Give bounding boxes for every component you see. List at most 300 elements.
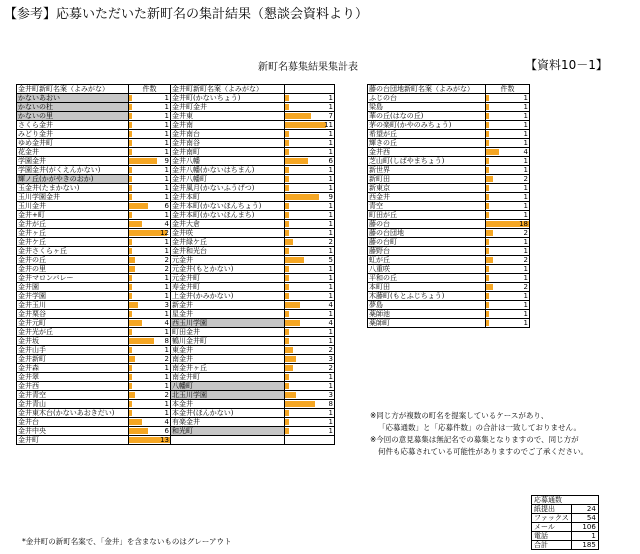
count-value: 1 [523,211,528,219]
table-row [368,175,530,184]
proposal-count [486,94,530,103]
table-row [368,220,530,229]
count-value: 1 [164,247,169,255]
count-bar [129,311,132,317]
count-bar [129,212,132,218]
count-bar [129,104,132,110]
table-row [17,247,335,256]
proposal-count [129,130,171,139]
proposal-count [129,382,171,391]
proposal-name: 金井さくらヶ丘 [17,247,129,256]
proposal-count [285,139,335,148]
table-row [17,391,335,400]
proposal-name: 玉金井(たまかない) [17,184,129,193]
count-value: 1 [328,247,333,255]
count-bar [129,113,132,119]
table-row [368,112,530,121]
proposal-name: 有楽金井 [171,418,285,427]
table-row [17,274,335,283]
count-value: 1 [328,265,333,273]
count-value: 1 [164,283,169,291]
count-bar [285,266,289,272]
count-bar [285,212,289,218]
table-row [17,283,335,292]
proposal-count [129,400,171,409]
count-bar [285,419,289,425]
count-value: 1 [523,310,528,318]
table-row [17,94,335,103]
proposal-name: 玉川学園金井 [17,193,129,202]
summary-label: ファックス [532,514,572,523]
proposal-count [486,193,530,202]
table-row [17,166,335,175]
table-row [368,157,530,166]
proposal-count [129,211,171,220]
proposal-name: 学園金井 [17,157,129,166]
proposal-count [129,148,171,157]
proposal-name: 金井の里 [17,265,129,274]
table-row [368,247,530,256]
count-value: 5 [328,256,333,264]
proposal-count [129,436,171,445]
count-value: 1 [164,211,169,219]
count-bar [486,248,489,254]
proposal-count [285,94,335,103]
count-value: 1 [328,175,333,183]
proposal-name: 東金井 [171,346,285,355]
proposal-count [129,229,171,238]
proposal-name: 金井本町 [171,193,285,202]
count-value: 1 [328,328,333,336]
notes [370,410,588,458]
table-row [368,202,530,211]
count-value: 1 [164,130,169,138]
table-row [368,121,530,130]
proposal-count [285,292,335,301]
proposal-name: 金井風月(かないふうげつ) [171,184,285,193]
count-bar [285,221,289,227]
proposal-name: 華の丘(はなの丘) [368,112,486,121]
proposal-count [486,265,530,274]
count-bar [129,329,132,335]
header-name-right: 藤の台団地新町名案（よみがな） [368,85,486,94]
count-value: 1 [328,373,333,381]
table-row [17,373,335,382]
header-count: 件数 [129,85,171,94]
count-value: 1 [328,382,333,390]
table-row [17,319,335,328]
proposal-name: 藤の台団地 [368,229,486,238]
proposal-count [486,310,530,319]
proposal-count [129,283,171,292]
proposal-name: 青空 [368,202,486,211]
note-line: 「応募通数」と「応募件数」の合計は一致しておりません。 [378,423,581,432]
count-bar [285,122,326,128]
proposal-count [129,328,171,337]
proposal-name: 学園金井(がくえんかない) [17,166,129,175]
count-value: 1 [164,364,169,372]
proposal-count [486,274,530,283]
count-value: 1 [164,139,169,147]
proposal-count [285,184,335,193]
count-bar [486,149,499,155]
count-value: 1 [523,112,528,120]
count-bar [285,293,289,299]
count-value: 1 [328,283,333,291]
proposal-count [129,373,171,382]
proposal-count [285,166,335,175]
table-row [17,355,335,364]
proposal-name: かないあおい [17,94,129,103]
proposal-count [285,382,335,391]
table-row [17,436,335,445]
count-bar [486,95,489,101]
count-bar [486,194,489,200]
count-value: 1 [328,274,333,282]
count-value: 1 [328,148,333,156]
proposal-name: 新東京 [368,184,486,193]
count-value: 1 [523,139,528,147]
table-row [368,301,530,310]
proposal-count [285,418,335,427]
count-value: 1 [328,220,333,228]
count-value: 6 [164,427,169,435]
count-bar [129,356,135,362]
proposal-name: 金井が丘 [17,220,129,229]
table-row [17,256,335,265]
summary-value: 54 [571,514,598,523]
proposal-count [285,337,335,346]
count-bar [486,239,489,245]
count-value: 1 [164,166,169,174]
proposal-name: みどり金井 [17,130,129,139]
count-bar [129,239,132,245]
count-bar [285,356,296,362]
proposal-count [285,175,335,184]
proposal-count [285,373,335,382]
proposal-count [486,139,530,148]
count-value: 2 [328,346,333,354]
table-row [17,103,335,112]
count-value: 1 [164,175,169,183]
count-bar [486,212,489,218]
count-bar [129,266,135,272]
proposal-name: 花金井 [17,148,129,157]
count-value: 12 [160,229,169,237]
count-bar [285,329,289,335]
count-bar [285,365,293,371]
count-value: 1 [164,409,169,417]
count-bar [285,392,296,398]
count-value: 6 [164,202,169,210]
proposal-name: 寿金井町 [171,283,285,292]
count-bar [486,104,489,110]
proposal-count [486,112,530,121]
proposal-count [486,211,530,220]
proposal-name: 金井本町(かないほんちょう) [171,202,285,211]
count-bar [486,320,489,326]
count-bar [129,320,142,326]
proposal-count [129,202,171,211]
count-bar [486,131,489,137]
proposal-name: 金井本町(かないほんまち) [171,211,285,220]
table-row [368,319,530,328]
proposal-name: 希望が丘 [368,130,486,139]
count-value: 1 [164,94,169,102]
proposal-name: かないの里 [17,112,129,121]
count-value: 1 [523,193,528,201]
proposal-name: 元金井(もとかない) [171,265,285,274]
proposal-count [129,364,171,373]
proposal-name: 玉川金井 [17,202,129,211]
count-bar [129,149,132,155]
proposal-name: 藤野台 [368,247,486,256]
proposal-count [285,256,335,265]
proposal-count [285,346,335,355]
count-bar [285,284,289,290]
proposal-name: 藤の台町 [368,238,486,247]
header-count-right: 件数 [486,85,530,94]
count-bar [129,131,132,137]
proposal-count [285,112,335,121]
count-value: 1 [523,184,528,192]
count-bar [285,230,289,236]
count-value: 9 [164,157,169,165]
proposal-name: 金井森 [17,364,129,373]
proposal-name: 夢島 [368,301,486,310]
count-value: 1 [523,130,528,138]
count-bar [129,428,148,434]
count-value: 1 [523,238,528,246]
empty-cell [171,436,285,445]
count-bar [129,140,132,146]
count-bar [129,248,132,254]
proposal-name: 輝きの丘 [368,139,486,148]
table-row [17,175,335,184]
proposal-name: 金井南町 [171,148,285,157]
proposal-count [486,148,530,157]
count-value: 1 [328,184,333,192]
count-value: 1 [164,310,169,318]
proposal-count [129,427,171,436]
proposal-count [129,418,171,427]
proposal-name: 金井の丘 [17,256,129,265]
proposal-count [285,364,335,373]
count-value: 2 [523,283,528,291]
count-bar [129,158,157,164]
proposal-name: 金井緑ケ丘 [171,238,285,247]
table-row [368,139,530,148]
summary-label: メール [532,523,572,532]
proposal-name: 新金井 [171,301,285,310]
proposal-name: 金井新町 [17,355,129,364]
summary-value: 24 [571,505,598,514]
count-bar [129,410,132,416]
proposal-count [129,319,171,328]
proposal-count [129,184,171,193]
count-value: 8 [164,337,169,345]
proposal-count [285,130,335,139]
count-value: 1 [328,229,333,237]
count-bar [486,302,489,308]
proposal-count [486,130,530,139]
proposal-count [285,229,335,238]
table-row [17,211,335,220]
proposal-name: 本町田 [368,283,486,292]
table-row [368,211,530,220]
proposal-count [129,256,171,265]
count-bar [285,302,300,308]
count-value: 4 [164,418,169,426]
proposal-count [285,211,335,220]
proposal-count [486,166,530,175]
proposal-name: 西玉川学園 [171,319,285,328]
count-value: 1 [523,166,528,174]
count-bar [129,275,132,281]
proposal-count [486,247,530,256]
proposal-count [285,427,335,436]
proposal-name: 金井光が丘 [17,328,129,337]
proposal-name: 金井台 [17,418,129,427]
table-row [17,130,335,139]
count-value: 1 [328,130,333,138]
count-bar [486,284,493,290]
table-row [17,346,335,355]
proposal-name: 金井町(かないちょう) [171,94,285,103]
table-row [368,310,530,319]
count-value: 8 [328,400,333,408]
proposal-name: 金井青空 [17,391,129,400]
header-name-left: 金井町新町名案（よみがな） [17,85,129,94]
proposal-name: 町田金井 [171,328,285,337]
count-bar [129,203,148,209]
proposal-name: 金井東木台(かないあおきだい) [17,409,129,418]
proposal-name: ふじの台 [368,94,486,103]
count-bar [285,257,304,263]
count-value: 1 [328,103,333,111]
table-row [368,292,530,301]
proposal-name: 金井八幡 [171,157,285,166]
count-value: 1 [523,103,528,111]
proposal-name: 金井中央 [17,427,129,436]
count-bar [129,194,132,200]
count-value: 3 [328,355,333,363]
count-value: 1 [328,418,333,426]
count-bar [486,275,489,281]
proposal-name: 薬師池 [368,310,486,319]
proposal-name: 金井町金井 [171,103,285,112]
count-bar [486,257,493,263]
count-bar [486,266,489,272]
count-value: 1 [328,337,333,345]
proposal-name: 金井翠 [17,373,129,382]
table-row [17,220,335,229]
proposal-count [285,238,335,247]
proposal-name: 金井南台 [171,130,285,139]
count-bar [129,365,132,371]
header-name-middle: 金井町新町名案（よみがな） [171,85,285,94]
count-value: 2 [328,238,333,246]
table-row [17,301,335,310]
table-row [17,112,335,121]
count-value: 4 [523,148,528,156]
proposal-name: 茅の楽町(かやのみちょう) [368,121,486,130]
count-bar [129,374,132,380]
proposal-name: 町田が丘 [368,211,486,220]
count-value: 18 [519,220,528,228]
proposal-count [285,157,335,166]
count-bar [129,401,132,407]
proposal-count [486,121,530,130]
proposal-count [129,274,171,283]
proposal-count [129,247,171,256]
count-value: 1 [328,211,333,219]
proposal-count [129,346,171,355]
count-value: 1 [164,148,169,156]
proposal-name: 金井和光台 [171,247,285,256]
proposal-name: 金井南 [171,121,285,130]
count-bar [129,419,142,425]
proposal-count [129,139,171,148]
document-reference: 【資料10－1】 [525,58,608,72]
proposal-count [486,238,530,247]
kanai-table [16,84,335,445]
proposal-name: 金井八幡町 [171,175,285,184]
proposal-name: 金井マロンバレー [17,274,129,283]
count-value: 1 [164,328,169,336]
proposal-name: 藤の台 [368,220,486,229]
table-row [368,130,530,139]
table-row [17,337,335,346]
table-row [368,193,530,202]
proposal-count [129,103,171,112]
table-row [368,94,530,103]
count-bar [285,338,289,344]
count-bar [285,248,289,254]
count-value: 1 [523,121,528,129]
empty-cell [285,436,335,445]
proposal-count [285,400,335,409]
count-bar [285,194,319,200]
count-bar [486,311,489,317]
count-value: 11 [324,121,333,129]
proposal-count [285,103,335,112]
proposal-count [486,220,530,229]
proposal-name: 金井坂 [17,337,129,346]
table-row [17,148,335,157]
table-row [17,382,335,391]
table-row [17,328,335,337]
table-row [368,265,530,274]
proposal-name: かないの杜 [17,103,129,112]
count-value: 1 [328,310,333,318]
proposal-name: 薬師町 [368,319,486,328]
count-value: 4 [164,319,169,327]
proposal-count [285,265,335,274]
proposal-count [486,229,530,238]
table-row [368,256,530,265]
proposal-count [129,391,171,400]
proposal-count [129,292,171,301]
proposal-name: 南金井 [171,355,285,364]
proposal-count [486,175,530,184]
proposal-name: 新世界 [368,166,486,175]
table-row [17,193,335,202]
count-bar [129,347,132,353]
proposal-name: 金井山手 [17,346,129,355]
count-value: 2 [164,355,169,363]
count-bar [285,203,289,209]
